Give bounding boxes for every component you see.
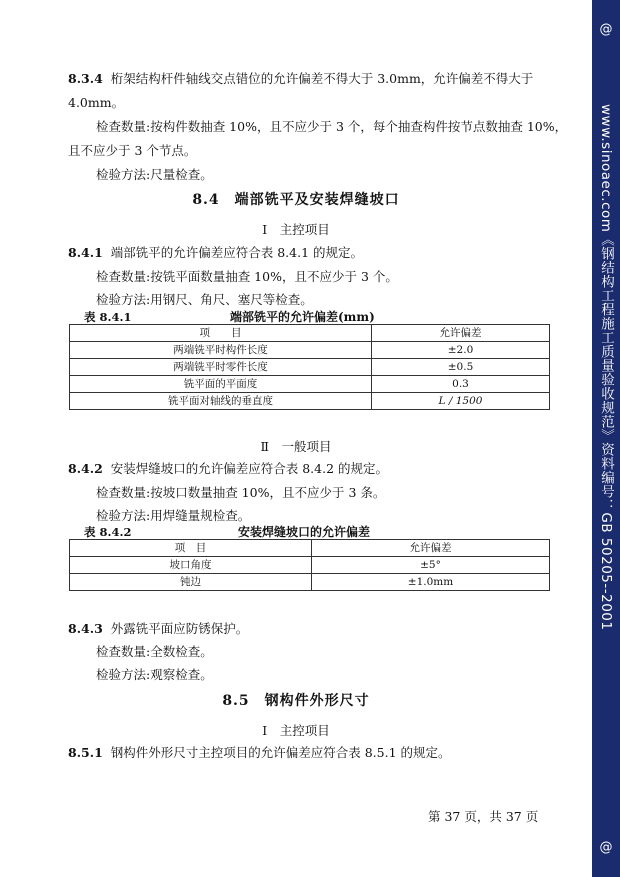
clause-834 <box>68 70 533 88</box>
clause-841 <box>68 244 363 262</box>
table-842 <box>69 539 550 591</box>
subsection-general-items: Ⅱ 一般项目 <box>260 439 332 454</box>
clause-number: 8.3.4 <box>68 71 103 86</box>
clause-text-continued: 4.0mm。 <box>68 95 125 110</box>
inspect-method: 检验方法:用钢尺、角尺、塞尺等检查。 <box>96 292 313 307</box>
inspect-quantity: 检查数量:按坡口数量抽查 10%，且不应少于 3 条。 <box>96 485 386 500</box>
inspect-quantity: 检查数量:按构件数抽查 10%，且不应少于 3 个，每个抽查构件按节点数抽查 10%， <box>96 119 568 134</box>
table-cell: 铣平面的平面度 <box>70 376 372 393</box>
page-number-footer: 第 37 页，共 37 页 <box>428 809 539 824</box>
table-row <box>70 557 550 574</box>
header-cell: 允许偏差 <box>372 325 550 342</box>
side-banner-text <box>595 104 617 824</box>
table-row <box>70 574 550 591</box>
table-cell: 两端铣平时构件长度 <box>70 342 372 359</box>
table-row <box>70 359 550 376</box>
clause-number: 8.4.2 <box>68 461 103 476</box>
clause-text: 桁架结构杆件轴线交点错位的允许偏差不得大于 3.0mm，允许偏差不得大于 <box>110 71 534 86</box>
table-841 <box>69 324 550 410</box>
inspect-quantity: 检查数量:按铣平面数量抽查 10%，且不应少于 3 个。 <box>96 269 398 284</box>
clause-text: 安装焊缝坡口的允许偏差应符合表 8.4.2 的规定。 <box>110 461 389 476</box>
clause-851 <box>68 744 451 762</box>
side-banner <box>592 0 620 877</box>
table-header-row <box>70 325 550 342</box>
table-cell: ±1.0mm <box>312 574 550 591</box>
subsection-main-items: Ⅰ 主控项目 <box>262 723 330 738</box>
table-cell: ±0.5 <box>372 359 550 376</box>
clause-842 <box>68 460 388 478</box>
clause-843 <box>68 620 248 638</box>
section-heading-84: 8.4 端部铣平及安装焊缝坡口 <box>192 192 400 208</box>
website-link[interactable]: www.sinoaec.com <box>598 104 614 233</box>
table-cell: 两端铣平时零件长度 <box>70 359 372 376</box>
section-heading-85: 8.5 钢构件外形尺寸 <box>222 693 370 709</box>
subsection-main-items: Ⅰ 主控项目 <box>262 222 330 237</box>
table-caption-number: 表 8.4.2 <box>84 525 132 539</box>
table-cell: ±5° <box>312 557 550 574</box>
table-cell: 钝边 <box>70 574 312 591</box>
table-cell: ±2.0 <box>372 342 550 359</box>
document-title: 《钢结构工程施工质量验收规范》 <box>598 232 614 443</box>
table-row <box>70 393 550 410</box>
table-header-row <box>70 540 550 557</box>
clause-text: 外露铣平面应防锈保护。 <box>110 621 249 636</box>
header-cell: 项 目 <box>70 325 372 342</box>
table-cell: 铣平面对轴线的垂直度 <box>70 393 372 410</box>
document-code: 资料编号：GB 50205--2001 <box>598 442 614 631</box>
clause-number: 8.4.1 <box>68 245 103 260</box>
table-row <box>70 376 550 393</box>
inspect-method: 检验方法:观察检查。 <box>96 667 213 682</box>
header-cell: 项 目 <box>70 540 312 557</box>
inspect-method: 检验方法:尺量检查。 <box>96 167 213 182</box>
table-caption-title: 安装焊缝坡口的允许偏差 <box>238 525 371 539</box>
at-symbol-icon: @ <box>599 22 613 37</box>
clause-text: 端部铣平的允许偏差应符合表 8.4.1 的规定。 <box>110 245 364 260</box>
inspect-quantity-continued: 且不应少于 3 个节点。 <box>68 143 197 158</box>
clause-number: 8.5.1 <box>68 745 103 760</box>
table-caption-number: 表 8.4.1 <box>84 310 132 324</box>
table-cell: L / 1500 <box>372 393 550 410</box>
clause-text: 钢构件外形尺寸主控项目的允许偏差应符合表 8.5.1 的规定。 <box>110 745 451 760</box>
at-symbol-icon: @ <box>599 840 613 855</box>
table-cell: 坡口角度 <box>70 557 312 574</box>
clause-number: 8.4.3 <box>68 621 103 636</box>
table-caption-title: 端部铣平的允许偏差(mm) <box>230 310 375 324</box>
inspect-method: 检验方法:用焊缝量规检查。 <box>96 508 251 523</box>
table-cell: 0.3 <box>372 376 550 393</box>
inspect-quantity: 检查数量:全数检查。 <box>96 644 213 659</box>
table-row <box>70 342 550 359</box>
header-cell: 允许偏差 <box>312 540 550 557</box>
